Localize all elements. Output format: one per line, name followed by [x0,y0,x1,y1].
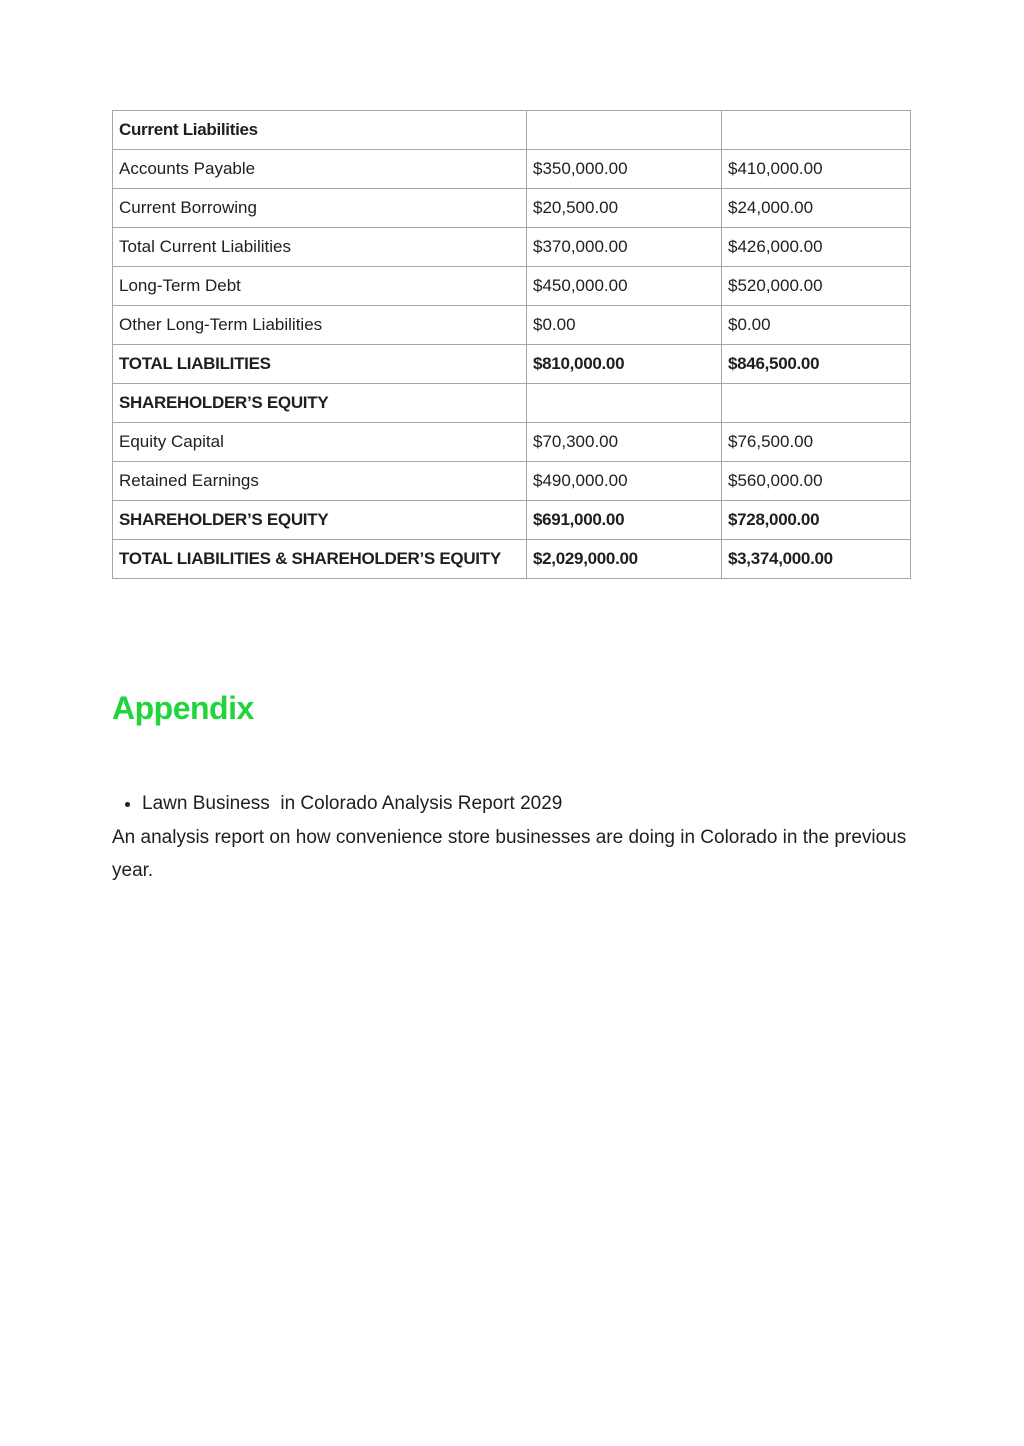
row-label-cell: SHAREHOLDER’S EQUITY [113,501,527,540]
value-cell-year-2: $0.00 [722,306,911,345]
value-cell-year-2: $76,500.00 [722,423,911,462]
row-label-cell: Equity Capital [113,423,527,462]
value-cell-year-1 [527,384,722,423]
table-row [113,345,911,384]
value-cell-year-2: $410,000.00 [722,150,911,189]
value-cell-year-2: $3,374,000.00 [722,540,911,579]
row-label-cell: Other Long-Term Liabilities [113,306,527,345]
row-label-cell: Retained Earnings [113,462,527,501]
value-cell-year-1: $370,000.00 [527,228,722,267]
row-label-cell: SHAREHOLDER’S EQUITY [113,384,527,423]
table-row [113,189,911,228]
table-row [113,501,911,540]
value-cell-year-1: $2,029,000.00 [527,540,722,579]
value-cell-year-1: $350,000.00 [527,150,722,189]
value-cell-year-2 [722,384,911,423]
table-row [113,111,911,150]
table-row [113,306,911,345]
value-cell-year-2: $520,000.00 [722,267,911,306]
value-cell-year-1: $20,500.00 [527,189,722,228]
value-cell-year-1: $0.00 [527,306,722,345]
liabilities-equity-table [112,110,911,579]
table-row [113,462,911,501]
row-label-cell: Total Current Liabilities [113,228,527,267]
row-label-cell: Accounts Payable [113,150,527,189]
value-cell-year-2: $728,000.00 [722,501,911,540]
table-row [113,540,911,579]
row-label-cell: Current Borrowing [113,189,527,228]
table-row [113,423,911,462]
appendix-description: An analysis report on how convenience store businesses are doing in Colorado in the previous year. [112,827,907,881]
value-cell-year-1: $450,000.00 [527,267,722,306]
row-label-cell: Current Liabilities [113,111,527,150]
value-cell-year-2: $426,000.00 [722,228,911,267]
row-label-cell: Long-Term Debt [113,267,527,306]
row-label-cell: TOTAL LIABILITIES & SHAREHOLDER’S EQUITY [113,540,527,579]
value-cell-year-1: $810,000.00 [527,345,722,384]
value-cell-year-2: $846,500.00 [722,345,911,384]
value-cell-year-1 [527,111,722,150]
value-cell-year-2: $560,000.00 [722,462,911,501]
appendix-list-item: • Lawn Business in Colorado Analysis Report 2029 [142,790,910,818]
table-row [113,267,911,306]
table-row [113,150,911,189]
table-row [113,228,911,267]
appendix-heading: Appendix [112,690,254,726]
appendix-list [112,790,910,818]
table-body [113,111,911,579]
value-cell-year-1: $70,300.00 [527,423,722,462]
table-row [113,384,911,423]
value-cell-year-1: $490,000.00 [527,462,722,501]
row-label-cell: TOTAL LIABILITIES [113,345,527,384]
document-page [112,110,910,881]
value-cell-year-1: $691,000.00 [527,501,722,540]
value-cell-year-2: $24,000.00 [722,189,911,228]
value-cell-year-2 [722,111,911,150]
